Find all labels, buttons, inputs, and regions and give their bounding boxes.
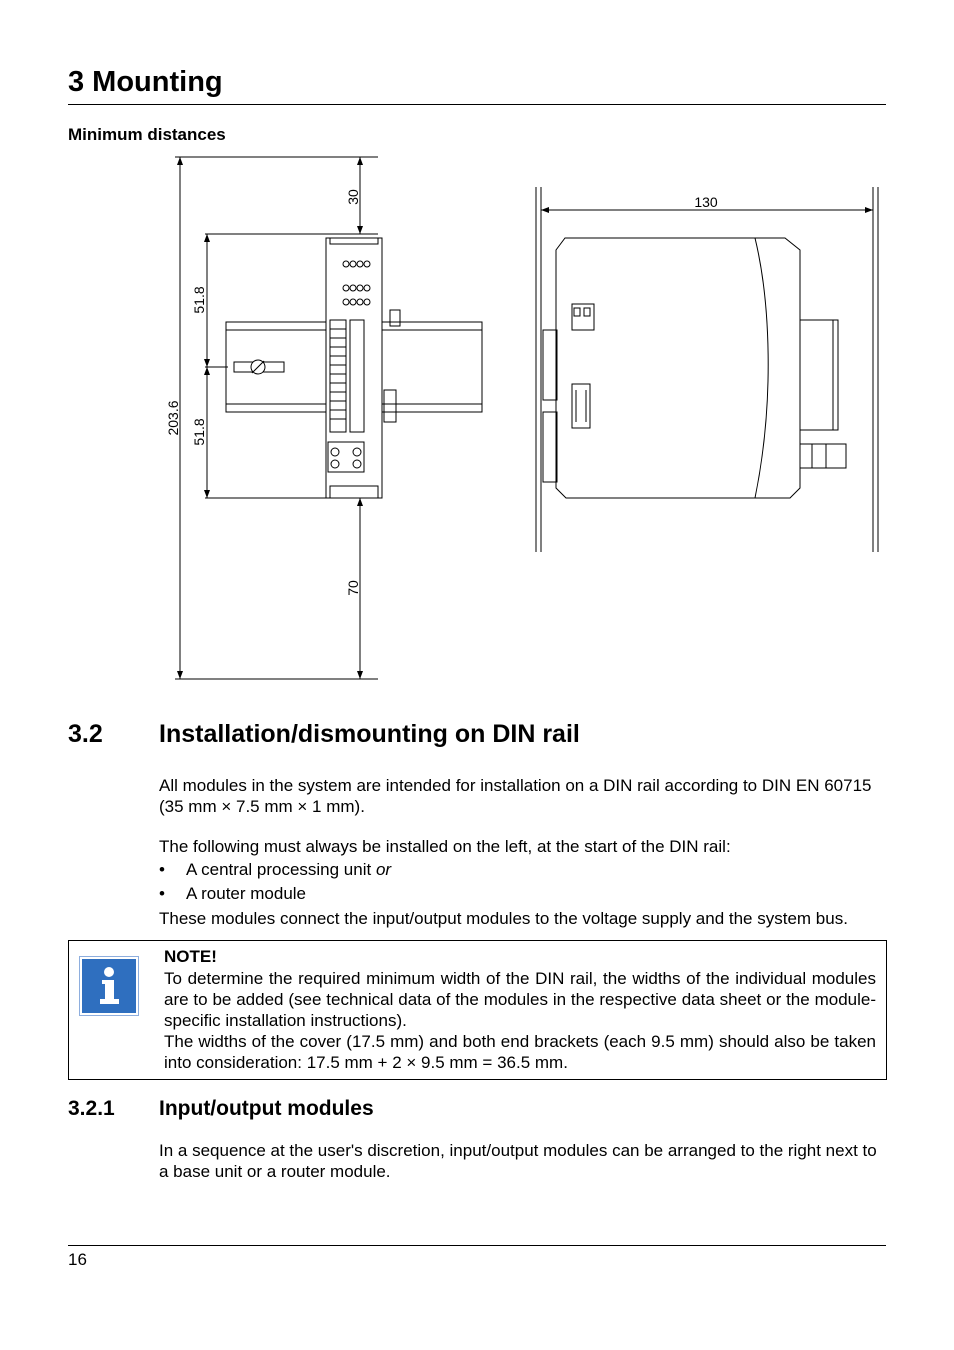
section-number: 3.2.1 bbox=[68, 1097, 115, 1120]
paragraph-connect: These modules connect the input/output modules to the voltage supply and the system bus. bbox=[159, 909, 848, 928]
note-box bbox=[68, 940, 887, 1080]
bullet-item-router: • A router module bbox=[159, 884, 307, 903]
section-heading-3-2 bbox=[68, 720, 580, 749]
note-line-1: To determine the required minimum width of the DIN rail, the widths of the individual modules are to be added (see technical data of the modules in the respective data sheet or the module-specific installation instructions). bbox=[164, 969, 876, 1030]
bullet-text: A central processing unit bbox=[186, 860, 372, 879]
paragraph-io-modules: In a sequence at the user's discretion, input/output modules can be arranged to the right next to a base unit or a router module. bbox=[159, 1141, 877, 1181]
section-number: 3.2 bbox=[68, 720, 103, 748]
bullet-text: A router module bbox=[186, 884, 307, 903]
paragraph-install-left: The following must always be installed on the left, at the start of the DIN rail: bbox=[159, 837, 731, 856]
dim-total-label: 203.6 bbox=[165, 400, 181, 436]
footer-rule bbox=[68, 1245, 886, 1246]
dim-upper-label: 51.8 bbox=[191, 286, 207, 314]
dim-bottom-label: 70 bbox=[345, 580, 361, 596]
section-title: Input/output modules bbox=[159, 1097, 374, 1120]
note-text bbox=[164, 968, 876, 1073]
chapter-title: 3 Mounting bbox=[68, 66, 223, 98]
dimension-drawing bbox=[68, 150, 888, 690]
section-title: Installation/dismounting on DIN rail bbox=[159, 720, 580, 748]
bullet-item-cpu: • A central processing unit or bbox=[159, 860, 392, 879]
dim-top-label: 30 bbox=[345, 189, 361, 205]
bullet-emphasis: or bbox=[375, 860, 392, 879]
header-rule bbox=[68, 104, 886, 105]
section-heading-3-2-1 bbox=[68, 1097, 374, 1121]
note-line-2: The widths of the cover (17.5 mm) and both end brackets (each 9.5 mm) should also be taken into consideration: 17.5 mm + 2 × 9.5 mm = 36.5 mm. bbox=[164, 1032, 876, 1072]
paragraph-din-rail: All modules in the system are intended for installation on a DIN rail according to DIN EN 60715 (35 mm × 7.5 mm × 1 mm). bbox=[159, 776, 872, 816]
dim-lower-label: 51.8 bbox=[191, 418, 207, 446]
dim-width-label: 130 bbox=[694, 194, 718, 210]
note-heading: NOTE! bbox=[164, 947, 217, 966]
page-number: 16 bbox=[68, 1250, 87, 1269]
info-icon bbox=[79, 956, 139, 1016]
figure-caption: Minimum distances bbox=[68, 125, 226, 144]
